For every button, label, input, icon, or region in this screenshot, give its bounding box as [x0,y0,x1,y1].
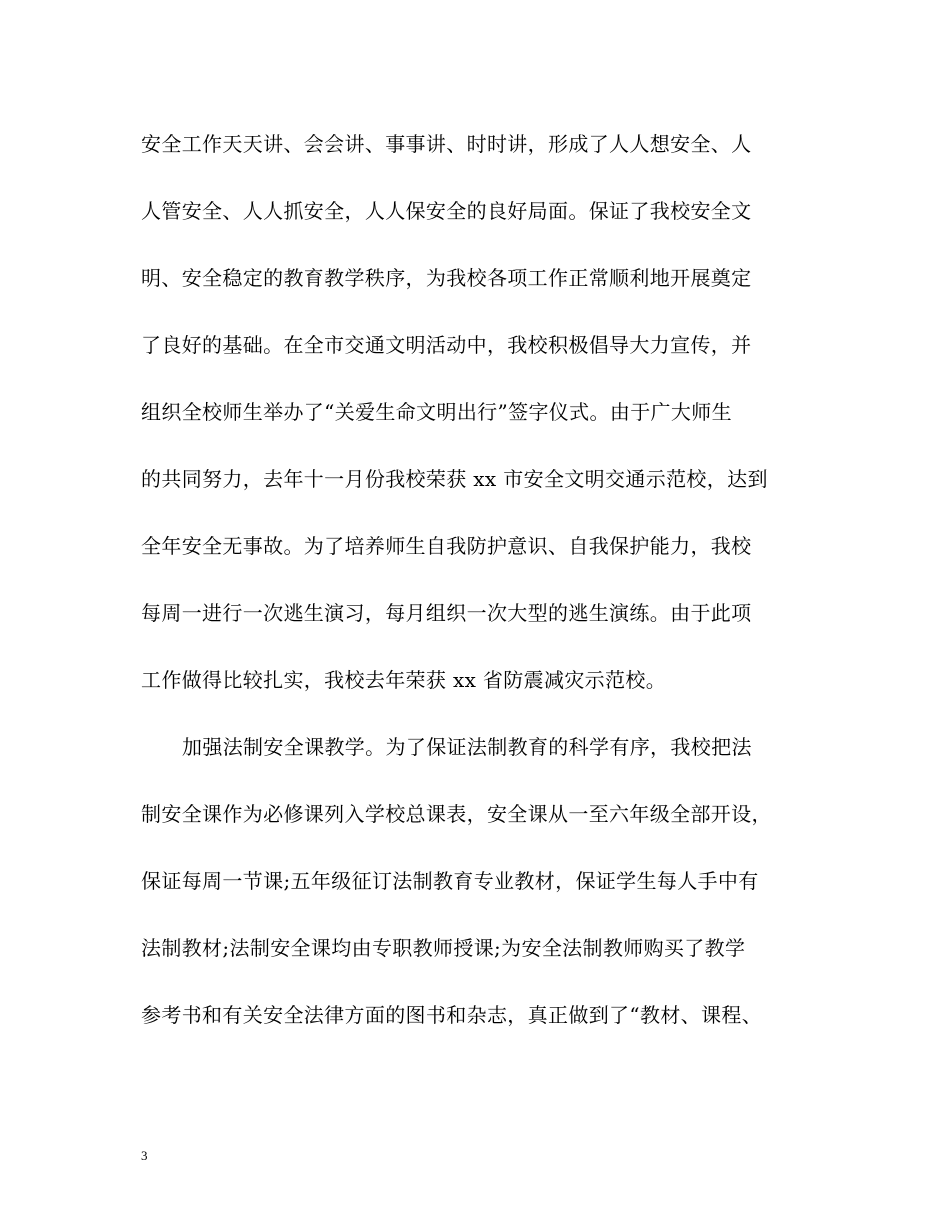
text-line: 参考书和有关安全法律方面的图书和杂志，真正做到了“教材、课程、 [141,1003,763,1027]
text-line: 全年安全无事故。为了培养师生自我防护意识、自我保护能力，我校 [141,534,752,558]
text-line: 法制教材;法制安全课均由专职教师授课;为安全法制教师购买了教学 [141,936,746,960]
text-line: 制安全课作为必修课列入学校总课表，安全课从一至六年级全部开设， [141,802,772,826]
text-line: 人管安全、人人抓安全，人人保安全的良好局面。保证了我校安全文 [141,199,752,223]
text-line: 组织全校师生举办了“关爱生命文明出行”签字仪式。由于广大师生 [141,400,732,424]
text-line: 的共同努力，去年十一月份我校荣获 xx 市安全文明交通示范校，达到 [141,467,768,491]
page-number: 3 [141,1148,148,1163]
text-line: 工作做得比较扎实，我校去年荣获 xx 省防震减灾示范校。 [141,668,667,692]
text-line: 了良好的基础。在全市交通文明活动中，我校积极倡导大力宣传，并 [141,333,752,357]
paragraph-first-line: 加强法制安全课教学。为了保证法制教育的科学有序，我校把法 [182,735,752,759]
text-line: 明、安全稳定的教育教学秩序，为我校各项工作正常顺利地开展奠定 [141,266,752,290]
text-line: 安全工作天天讲、会会讲、事事讲、时时讲，形成了人人想安全、人 [141,132,752,156]
text-line: 保证每周一节课;五年级征订法制教育专业教材，保证学生每人手中有 [141,869,759,893]
text-line: 每周一进行一次逃生演习，每月组织一次大型的逃生演练。由于此项 [141,601,752,625]
